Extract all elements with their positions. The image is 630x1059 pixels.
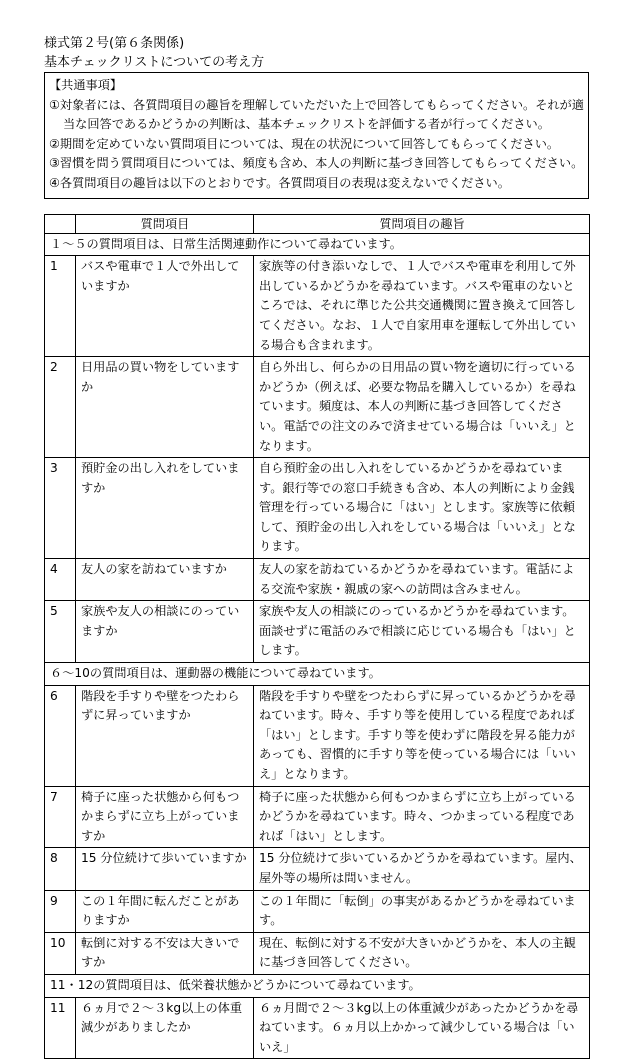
table-row bbox=[45, 997, 590, 1059]
question-text: 日用品の買い物をしていますか bbox=[76, 357, 254, 458]
intent-text: 家族等の付き添いなしで、１人でバスや電車を利用して外出しているかどうかを尋ねています。バスや電車のないところでは、それに準じた公共交通機関に置き換えて回答してください。なお、１人で自家用車を運転して外出している場合も含まれます。 bbox=[254, 256, 590, 357]
item-number: 3 bbox=[45, 458, 76, 559]
question-text: 預貯金の出し入れをしていますか bbox=[76, 458, 254, 559]
intent-text: 階段を手すりや壁をつたわらずに昇っているかどうかを尋ねています。時々、手すり等を使用している程度であれば「はい」とします。手すり等を使わずに階段を昇る能力があっても、習慣的に手すり等を使っている場合には「いいえ」となります。 bbox=[254, 685, 590, 786]
header-question: 質問項目 bbox=[76, 214, 254, 233]
common-items-heading: 【共通事項】 bbox=[49, 78, 123, 92]
form-number: 様式第２号(第６条関係) bbox=[44, 36, 185, 51]
item-number: 5 bbox=[45, 601, 76, 663]
table-row bbox=[45, 786, 590, 848]
item-number: 2 bbox=[45, 357, 76, 458]
item-number: 11 bbox=[45, 997, 76, 1059]
intent-text: ６ヵ月間で２～３kg以上の体重減少があったかどうかを尋ねています。６ヵ月以上かかって減少している場合は「いいえ」 bbox=[254, 997, 590, 1059]
item-number: 10 bbox=[45, 932, 76, 974]
question-text: 転倒に対する不安は大きいですか bbox=[76, 932, 254, 974]
common-item-1: ①対象者には、各質問項目の趣旨を理解していただいた上で回答してもらってください。それが適当な回答であるかどうかの判断は、基本チェックリストを評価する者が行ってください。 bbox=[49, 97, 584, 132]
section-row bbox=[45, 233, 590, 256]
table-row bbox=[45, 890, 590, 932]
table-row bbox=[45, 256, 590, 357]
intent-text: 15 分位続けて歩いているかどうかを尋ねています。屋内、屋外等の場所は問いません。 bbox=[254, 848, 590, 890]
table-row bbox=[45, 685, 590, 786]
question-text: 家族や友人の相談にのっていますか bbox=[76, 601, 254, 663]
section-title: １～５の質問項目は、日常生活関連動作について尋ねています。 bbox=[45, 233, 590, 256]
section-row bbox=[45, 974, 590, 997]
intent-text: この１年間に「転倒」の事実があるかどうかを尋ねています。 bbox=[254, 890, 590, 932]
document-page bbox=[44, 34, 589, 1059]
intent-text: 自ら外出し、何らかの日用品の買い物を適切に行っているかどうか（例えば、必要な物品を購入しているか）を尋ねています。頻度は、本人の判断に基づき回答してください。電話での注文のみで済ませている場合は「いいえ」となります。 bbox=[254, 357, 590, 458]
document-title: 基本チェックリストについての考え方 bbox=[44, 55, 265, 70]
intent-text: 自ら預貯金の出し入れをしているかどうかを尋ねています。銀行等での窓口手続きも含め、本人の判断により金銭管理を行っている場合に「はい」とします。家族等に依頼して、預貯金の出し入れをしている場合は「いいえ」となります。 bbox=[254, 458, 590, 559]
item-number: 1 bbox=[45, 256, 76, 357]
question-text: バスや電車で１人で外出していますか bbox=[76, 256, 254, 357]
item-number: 7 bbox=[45, 786, 76, 848]
question-text: 階段を手すりや壁をつたわらずに昇っていますか bbox=[76, 685, 254, 786]
intent-text: 友人の家を訪ねているかどうかを尋ねています。電話による交流や家族・親戚の家への訪問は含みません。 bbox=[254, 559, 590, 601]
question-text: ６ヵ月で２～３kg以上の体重減少がありましたか bbox=[76, 997, 254, 1059]
item-number: 9 bbox=[45, 890, 76, 932]
table-row bbox=[45, 357, 590, 458]
question-text: この１年間に転んだことがありますか bbox=[76, 890, 254, 932]
item-number: 4 bbox=[45, 559, 76, 601]
table-row bbox=[45, 601, 590, 663]
checklist-table bbox=[44, 214, 590, 1059]
question-text: 15 分位続けて歩いていますか bbox=[76, 848, 254, 890]
table-row bbox=[45, 848, 590, 890]
checklist-body bbox=[45, 233, 590, 1059]
intent-text: 現在、転倒に対する不安が大きいかどうかを、本人の主観に基づき回答してください。 bbox=[254, 932, 590, 974]
section-title: ６～10の質問項目は、運動器の機能について尋ねています。 bbox=[45, 663, 590, 686]
common-item-3: ③習慣を問う質問項目については、頻度も含め、本人の判断に基づき回答してもらってください。 bbox=[49, 156, 584, 171]
header-number-cell bbox=[45, 214, 76, 233]
intent-text: 椅子に座った状態から何もつかまらずに立ち上がっているかどうかを尋ねています。時々、つかまっている程度であれば「はい」とします。 bbox=[254, 786, 590, 848]
section-title: 11・12の質問項目は、低栄養状態かどうかについて尋ねています。 bbox=[45, 974, 590, 997]
question-text: 友人の家を訪ねていますか bbox=[76, 559, 254, 601]
section-row bbox=[45, 663, 590, 686]
intent-text: 家族や友人の相談にのっているかどうかを尋ねています。面談せずに電話のみで相談に応じている場合も「はい」とします。 bbox=[254, 601, 590, 663]
header-intent: 質問項目の趣旨 bbox=[254, 214, 590, 233]
table-row bbox=[45, 458, 590, 559]
common-items-box bbox=[44, 72, 589, 199]
table-header-row bbox=[45, 214, 590, 233]
common-item-2: ②期間を定めていない質問項目については、現在の状況について回答してもらってください。 bbox=[49, 136, 560, 151]
item-number: 6 bbox=[45, 685, 76, 786]
question-text: 椅子に座った状態から何もつかまらずに立ち上がっていますか bbox=[76, 786, 254, 848]
table-row bbox=[45, 932, 590, 974]
item-number: 8 bbox=[45, 848, 76, 890]
common-item-4: ④各質問項目の趣旨は以下のとおりです。各質問項目の表現は変えないでください。 bbox=[49, 175, 510, 190]
table-row bbox=[45, 559, 590, 601]
